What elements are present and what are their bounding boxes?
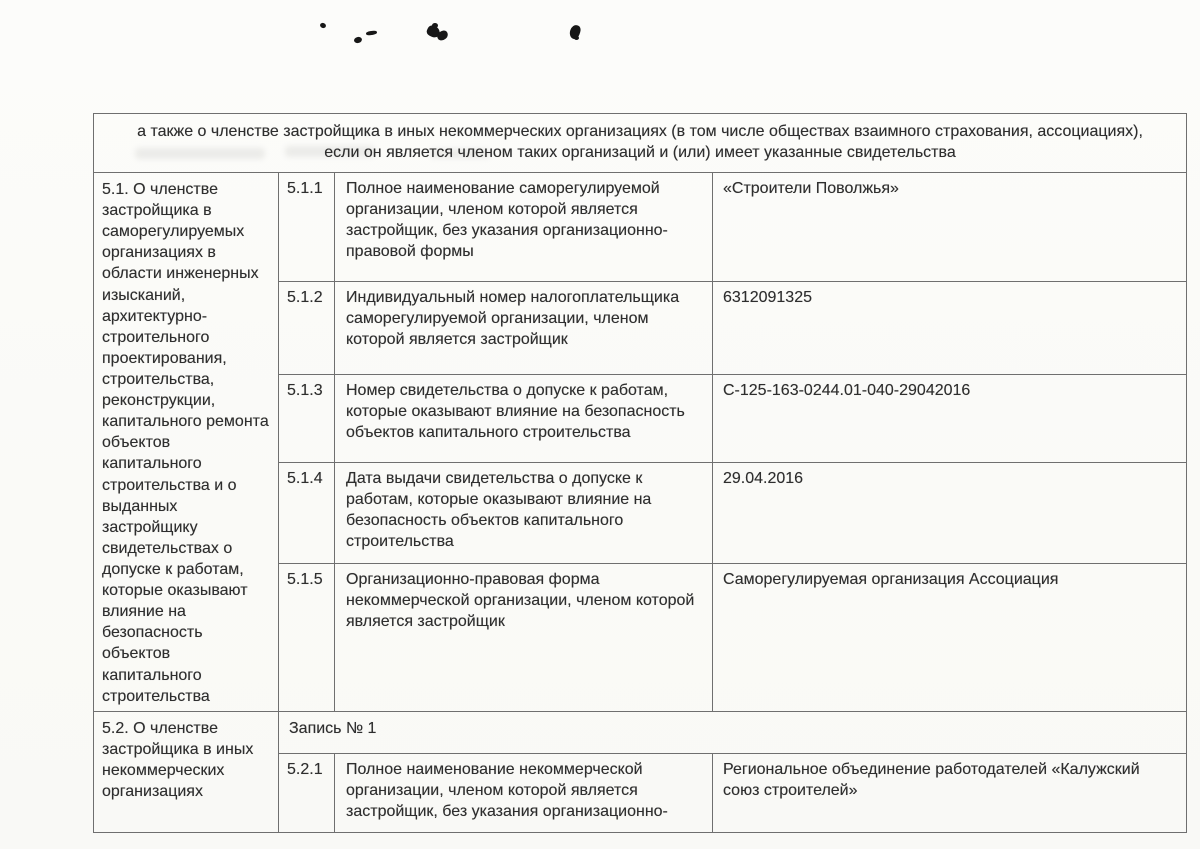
row-5-1-1-value: «Строители Поволжья» [713,173,1187,282]
row-5-1-1-number: 5.1.1 [279,173,335,282]
table-caption-line1: а также о членстве застройщика в иных некоммерческих организациях (в том числе обществах взаимного страхования, ассоциациях), [137,123,1143,140]
row-5-1-1-description: Полное наименование саморегулируемой организации, членом которой является застройщик, без указания организационно-правовой формы [335,173,713,282]
record-number-cell: Запись № 1 [279,711,1187,753]
ink-speck [353,36,362,44]
row-5-1-3-number: 5.1.3 [279,374,335,462]
table-row [94,173,1187,282]
table-row [94,711,1187,753]
ink-speck [366,30,377,35]
row-5-1-5-number: 5.1.5 [279,563,335,711]
ink-speck [432,23,438,28]
ink-speck [574,36,579,40]
row-5-1-5-description: Организационно-правовая форма некоммерческой организации, членом которой является застройщик [335,563,713,711]
table-header-row [94,114,1187,173]
row-5-2-1-description: Полное наименование некоммерческой организации, членом которой является застройщик, без указания организационно- [335,753,713,832]
row-5-1-2-description: Индивидуальный номер налогоплательщика саморегулируемой организации, членом которой является застройщик [335,281,713,374]
row-5-1-4-description: Дата выдачи свидетельства о допуске к работам, которые оказывают влияние на безопасность объектов капитального строительства [335,462,713,563]
row-5-1-4-value: 29.04.2016 [713,462,1187,563]
row-5-1-5-value: Саморегулируемая организация Ассоциация [713,563,1187,711]
row-5-1-4-number: 5.1.4 [279,462,335,563]
developer-membership-table [93,113,1187,833]
section-5-1-label: 5.1. О членстве застройщика в саморегулируемых организациях в области инженерных изысканий, архитектурно-строительного проектирования, строительства, реконструкции, капитального ремонта объектов капитального строительства и о выданных застройщику свидетельствах о допуске к работам, которые оказывают влияние на безопасность объектов капитального строительства [94,173,279,712]
table-caption-line2: если он является членом таких организаций и (или) имеет указанные свидетельства [324,144,956,162]
row-5-1-2-number: 5.1.2 [279,281,335,374]
row-5-2-1-number: 5.2.1 [279,753,335,832]
ink-speck [319,22,326,29]
row-5-2-1-value: Региональное объединение работодателей «Калужский союз строителей» [713,753,1187,832]
table-caption-cell [94,114,1187,173]
row-5-1-3-description: Номер свидетельства о допуске к работам, которые оказывают влияние на безопасность объектов капитального строительства [335,374,713,462]
row-5-1-3-value: С-125-163-0244.01-040-29042016 [713,374,1187,462]
section-5-2-label: 5.2. О членстве застройщика в иных некоммерческих организациях [94,711,279,832]
row-5-1-2-value: 6312091325 [713,281,1187,374]
